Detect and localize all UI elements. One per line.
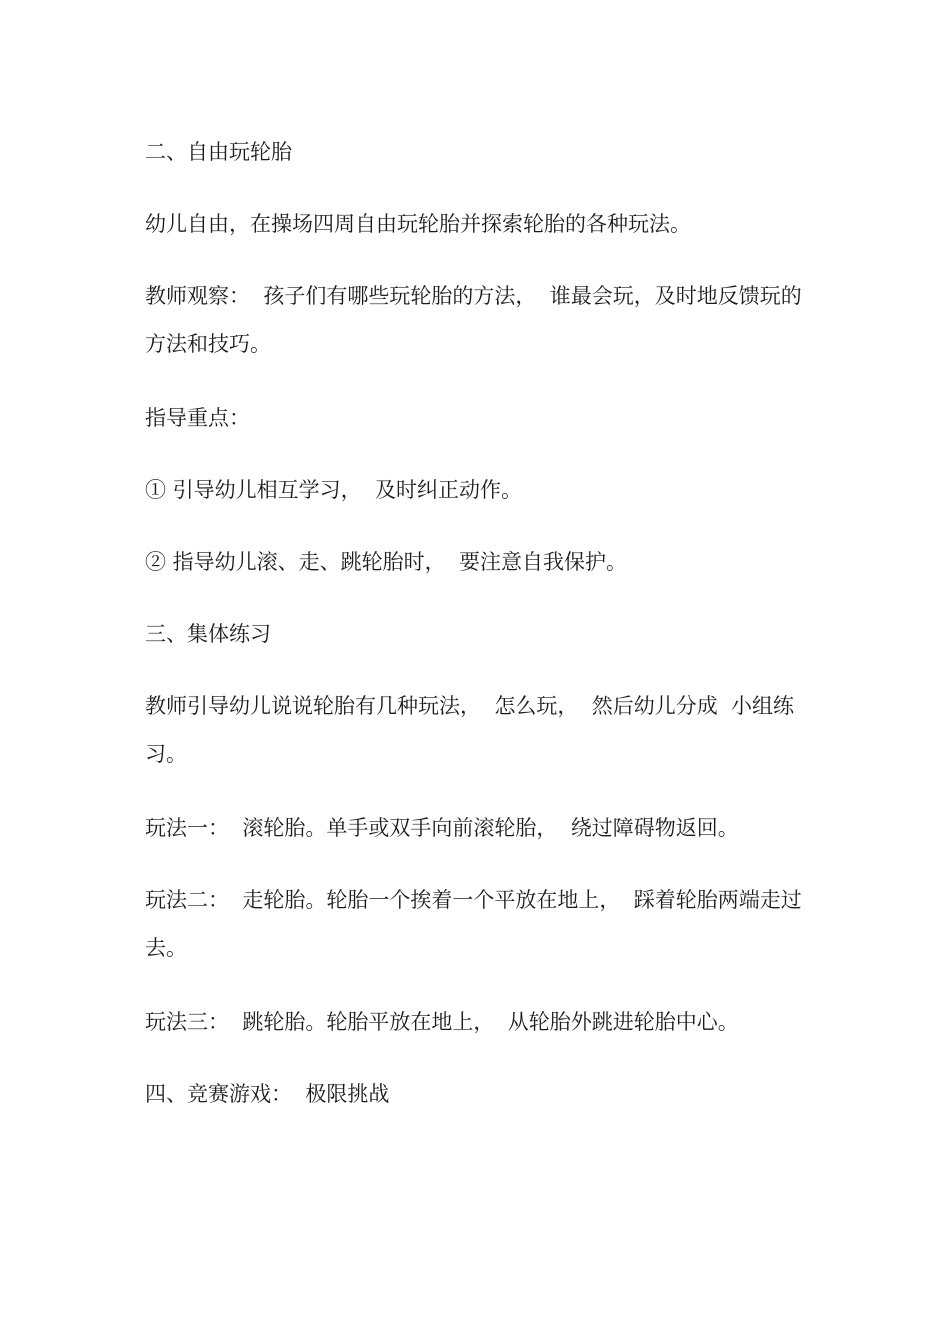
paragraph-guidance-heading: 指导重点： <box>145 406 250 430</box>
section-heading-group-practice: 三、集体练习 <box>145 622 271 646</box>
paragraph-free-play-description: 幼儿自由，在操场四周自由玩轮胎并探索轮胎的各种玩法。 <box>145 212 691 236</box>
paragraph-group-practice-description: 教师引导幼儿说说轮胎有几种玩法， 怎么玩， 然后幼儿分成 小组练习。 <box>145 694 795 766</box>
section-heading-free-play: 二、自由玩轮胎 <box>145 140 292 164</box>
paragraph-play-method-2: 玩法二： 走轮胎。轮胎一个挨着一个平放在地上， 踩着轮胎两端走过去。 <box>145 888 802 960</box>
paragraph-teacher-observation: 教师观察： 孩子们有哪些玩轮胎的方法， 谁最会玩，及时地反馈玩的方法和技巧。 <box>145 284 802 356</box>
list-item-guidance-1: ① 引导幼儿相互学习， 及时纠正动作。 <box>145 478 523 502</box>
paragraph-play-method-1: 玩法一： 滚轮胎。单手或双手向前滚轮胎， 绕过障碍物返回。 <box>145 816 739 840</box>
section-heading-competition: 四、竞赛游戏： 极限挑战 <box>145 1082 390 1106</box>
paragraph-play-method-3: 玩法三： 跳轮胎。轮胎平放在地上， 从轮胎外跳进轮胎中心。 <box>145 1010 739 1034</box>
list-item-guidance-2: ② 指导幼儿滚、走、跳轮胎时， 要注意自我保护。 <box>145 550 628 574</box>
